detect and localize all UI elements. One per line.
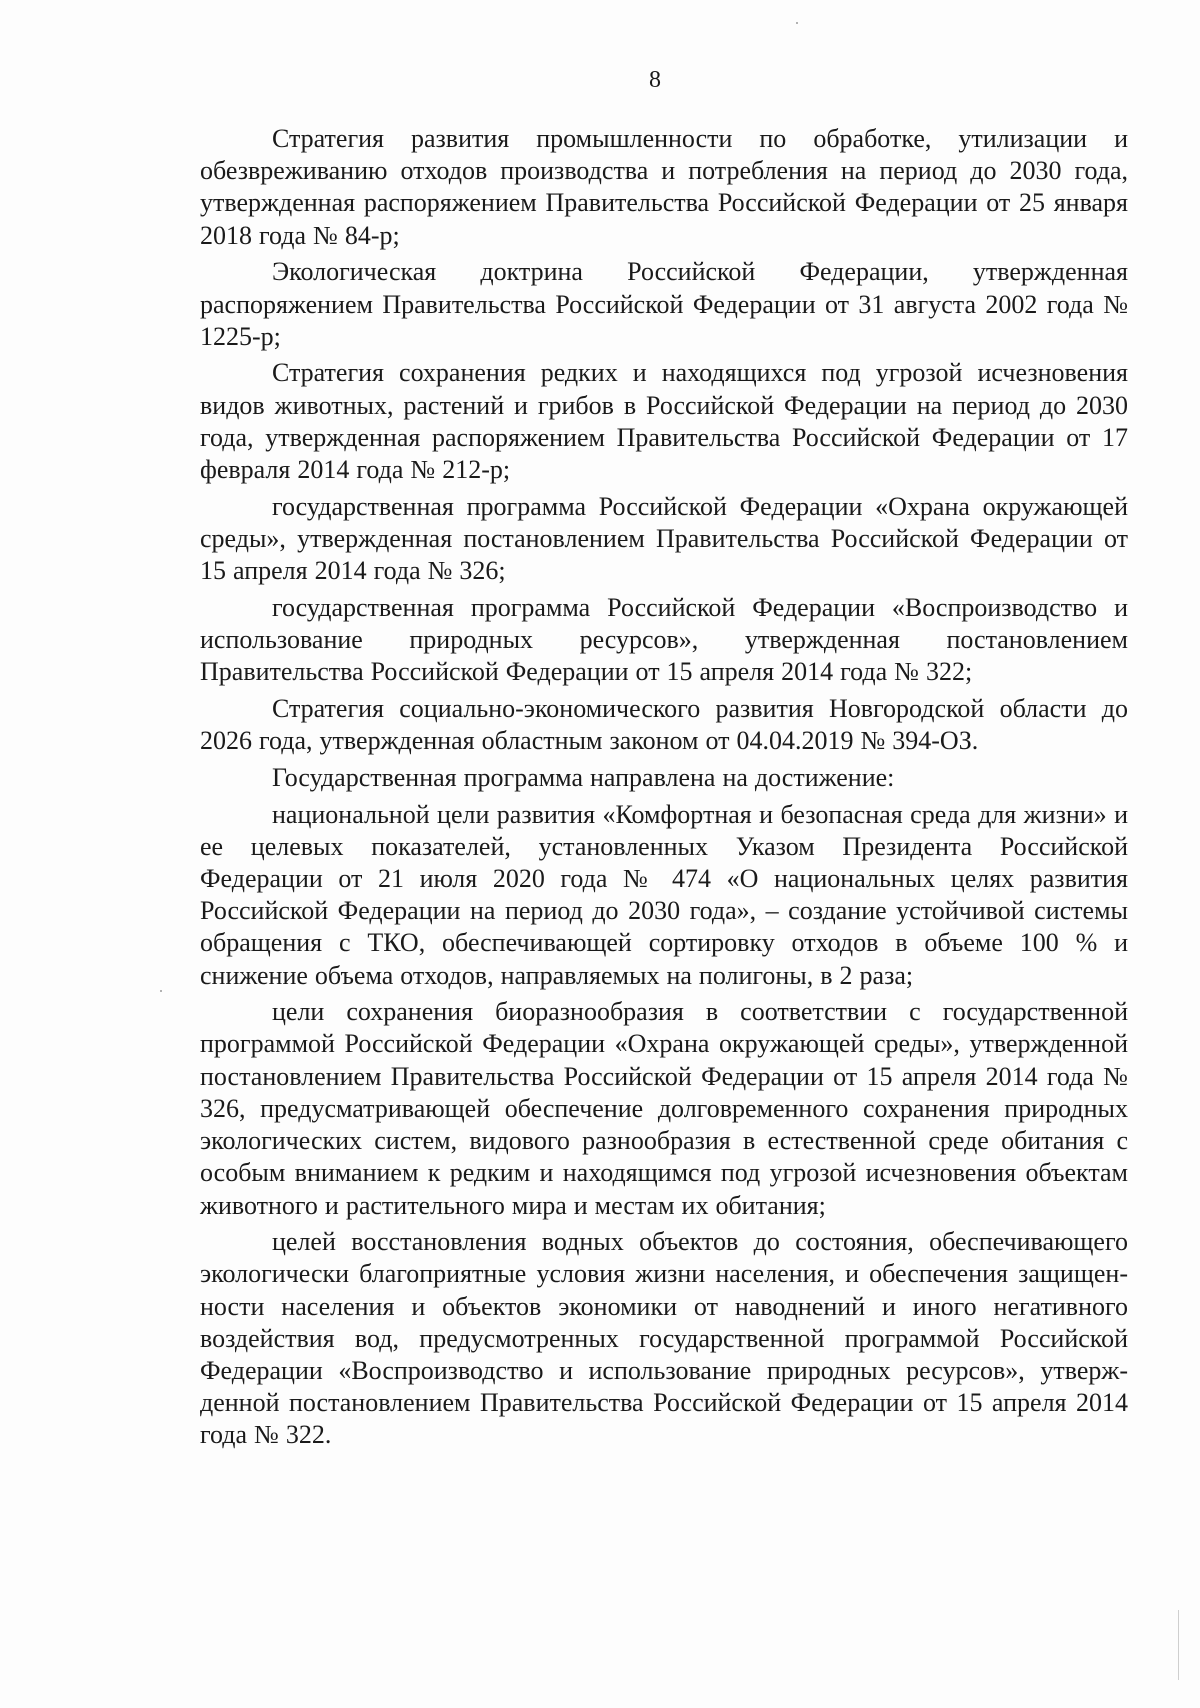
paragraph-ecological-doctrine: Экологическая доктрина Российской Федерации, утвержденная распоряжением Правительства Российской Федерации от 31 августа 2002 года № 1225-р; bbox=[200, 257, 1128, 351]
paragraph-rare-species-strategy: Стратегия сохранения редких и находящихся под угрозой исчезновения видов животных, растений и грибов в Российской Федерации на период до 2030 года, утвержденная распоряжением Правительства Российской Федерации от 17 февраля 2014 года № 212-р; bbox=[200, 358, 1128, 485]
paragraph-novgorod-strategy: Стратегия социально-экономического развития Новгородской области до 2026 года, утвержденная областным законом от 04.04.2019 № 394-ОЗ. bbox=[200, 693, 1128, 756]
scan-speck bbox=[160, 990, 162, 992]
paragraph-waste-strategy: Стратегия развития промышленности по обработке, утилизации и обезвреживанию отходов производства и потребления на период до 2030 года, утвержденная распоряжением Правительства Российской Федерации от 25 января 2018 года № 84-р; bbox=[200, 124, 1128, 250]
paragraph-national-goal: национальной цели развития «Комфортная и безопасная среда для жизни» и ее целевых показателей, установленных Указом Президента Российской Федерации от 21 июля 2020 года № 474 «О национальных целях развития Российской Федерации на период до 2030 года», – создание устойчивой системы обращения с ТКО, обеспечивающей сортировку отходов в объеме 100 % и снижение объема отходов, направляемых на полигоны, в 2 раза; bbox=[200, 799, 1128, 990]
paragraph-biodiversity-goal: цели сохранения биоразнообразия в соответствии с государственной программой Российской Федерации «Охрана окружающей среды», утвержденной постановлением Правительства Российской Федерации от 15 апреля 2014 года № 326, предусматривающей обеспечение долговременного сохранения природных экологических систем, видового разнообразия в естественной среде обитания с особым вниманием к редким и находящимся под угрозой исчезновения объектам животного и растительного мира и местам их обитания; bbox=[200, 997, 1128, 1220]
paragraph-water-objects-goal: целей восстановления водных объектов до состояния, обеспечивающего экологически благоприятные условия жизни населения, и обеспечения защищенности населения и объектов экономики от наводнений и иного негативного воздействия вод, предусмотренных государственной программой Российской Федерации «Воспроизводство и использование природных ресурсов», утвержденной постановлением Правительства Российской Федерации от 15 апреля 2014 года № 322. bbox=[200, 1227, 1128, 1450]
page-number: 8 bbox=[649, 67, 661, 93]
paragraph-environment-program: государственная программа Российской Федерации «Охрана окружающей среды», утвержденная постановлением Правительства Российской Федерации от 15 апреля 2014 года № 326; bbox=[200, 491, 1128, 586]
scan-edge-mark bbox=[1178, 1610, 1179, 1680]
paragraph-program-goals-intro: Государственная программа направлена на достижение: bbox=[272, 762, 895, 792]
document-body bbox=[200, 123, 1128, 1456]
scan-speck bbox=[796, 22, 798, 24]
paragraph-natural-resources-program: государственная программа Российской Федерации «Воспроизводство и использование природных ресурсов», утвержденная постановлением Правительства Российской Федерации от 15 апреля 2014 года № 322; bbox=[200, 592, 1128, 687]
